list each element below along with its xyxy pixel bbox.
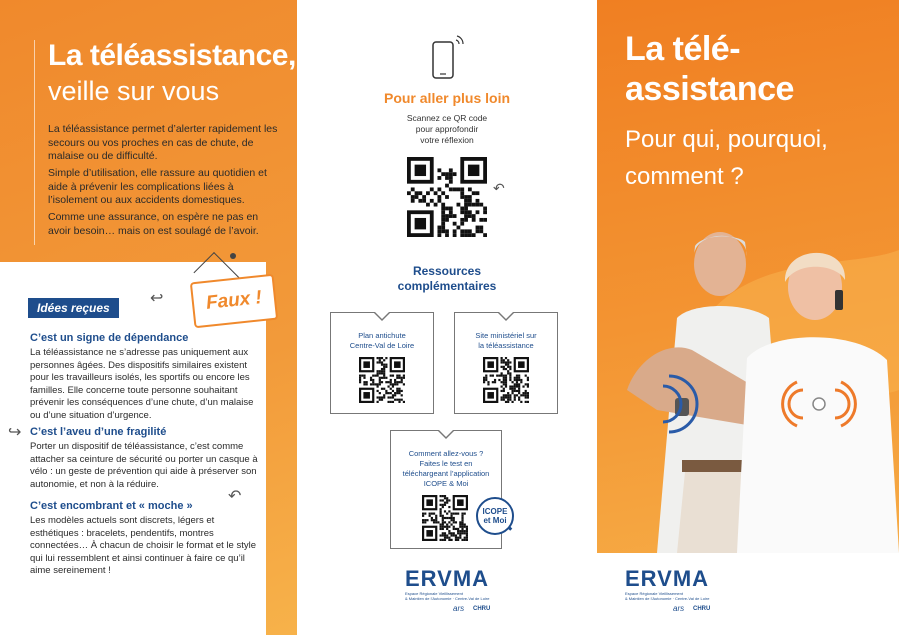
- qr-box-antichute[interactable]: [330, 312, 434, 414]
- ervma-logo-sub-1: Espace Régionale Vieillissement: [625, 591, 683, 596]
- sign-nail: [230, 253, 236, 259]
- right-title-line1: La télé-: [625, 30, 741, 68]
- idees-recues-label: Idées reçues: [28, 298, 119, 318]
- scan-text-3: votre réflexion: [420, 135, 474, 145]
- box2-line1: Site ministériel sur: [475, 331, 537, 340]
- ervma-logo: ERVMA: [625, 566, 710, 591]
- box3-line2: Faites le test en: [419, 459, 473, 468]
- box2-line2: la téléassistance: [478, 341, 534, 350]
- pour-aller-plus-loin-title: Pour aller plus loin: [383, 90, 511, 106]
- right-subtitle-line1: Pour qui, pourquoi,: [625, 126, 828, 153]
- box3-line4: ICOPE & Moi: [423, 479, 469, 488]
- ars-logo: ars: [673, 604, 685, 613]
- myth-body-1: La téléassistance ne s’adresse pas uniquement aux personnes âgées. Des dispositifs similaires existent pour les travailleurs isolés, les sportifs ou encore les familles. Elle concerne toute personne souhaitant prévenir les conséquences d’une chute, d’un malaise ou d’une situation d’urgence.: [30, 347, 254, 421]
- ervma-logo-sub-1: Espace Régionale Vieillissement: [405, 591, 463, 596]
- right-panel: [597, 0, 899, 635]
- ervma-logo: ERVMA: [405, 566, 490, 591]
- ars-logo: ars: [453, 604, 465, 613]
- faux-sign: Faux !: [190, 274, 278, 329]
- chru-logo: CHRU: [693, 606, 711, 612]
- box-notch: [373, 312, 391, 321]
- left-subtitle: veille sur vous: [48, 76, 220, 106]
- myth-body-3: Les modèles actuels sont discrets, légers et esthétiques : bracelets, pendentifs, montres connectées… À chacun de choisir le format et le style qui lui ressemblent et ainsi continuer à faire ce qu’il aime sereinement !: [30, 515, 257, 576]
- box1-line1: Plan antichute: [358, 331, 406, 340]
- icope-et-moi-badge: ICOPE et Moi: [476, 497, 514, 535]
- ervma-logo-sub-2: & Maintien de l’Autonomie · Centre-Val de Loire: [625, 596, 710, 601]
- resources-title-2: complémentaires: [397, 279, 497, 293]
- intro-paragraph-1: La téléassistance permet d’alerter rapidement les secours ou vos proches en cas de chute, de malaise ou de difficulté.: [48, 123, 278, 162]
- box3-line3: téléchargeant l’application: [402, 469, 490, 478]
- curved-arrow-icon: ↪: [8, 424, 22, 441]
- qr-code[interactable]: [407, 157, 487, 237]
- box-notch: [437, 430, 455, 439]
- intro-paragraph-3: Comme une assurance, on espère ne pas en avoir besoin… mais on est soulagé de l’avoir.: [48, 211, 259, 237]
- myth-body-2: Porter un dispositif de téléassistance, c’est comme attacher sa ceinture de sécurité ou porter un casque à vélo : un geste de prévention qui aide à préserver son autonomie, et non à la réduire.: [30, 441, 258, 490]
- right-subtitle-line2: comment ?: [625, 163, 744, 190]
- resources-title-1: Ressources: [412, 264, 482, 278]
- ervma-logo-sub-2: & Maintien de l’Autonomie · Centre-Val de Loire: [405, 596, 490, 601]
- curved-arrow-icon: ↶: [228, 488, 242, 505]
- myth-title-3: C’est encombrant et « moche »: [30, 500, 193, 512]
- scan-text-2: pour approfondir: [415, 124, 479, 134]
- left-panel: [0, 0, 297, 635]
- curved-arrow-icon: ↶: [493, 180, 505, 196]
- intro-paragraph-2: Simple d’utilisation, elle rassure au quotidien et aide à prévenir les complications liées à l’isolement ou aux accidents domestiques.: [48, 167, 267, 206]
- couple-illustration: [597, 190, 899, 553]
- qr-code[interactable]: [359, 357, 405, 403]
- curved-arrow-icon: ↩: [150, 290, 164, 307]
- middle-panel: [297, 0, 597, 635]
- box3-line1: Comment allez-vous ?: [408, 449, 484, 458]
- myth-title-2: C’est l’aveu d’une fragilité: [30, 426, 167, 438]
- qr-code[interactable]: [483, 357, 529, 403]
- box1-line2: Centre-Val de Loire: [349, 341, 415, 350]
- right-title-line2: assistance: [625, 70, 794, 108]
- qr-box-ministere[interactable]: [454, 312, 558, 414]
- left-title: La téléassistance,: [48, 39, 296, 72]
- myth-title-1: C’est un signe de dépendance: [30, 332, 189, 344]
- box-notch: [497, 312, 515, 321]
- scan-text-1: Scannez ce QR code: [406, 113, 488, 123]
- chru-logo: CHRU: [473, 606, 491, 612]
- divider-line: [34, 40, 35, 245]
- smartphone-icon: [429, 32, 469, 84]
- qr-code[interactable]: [422, 495, 468, 541]
